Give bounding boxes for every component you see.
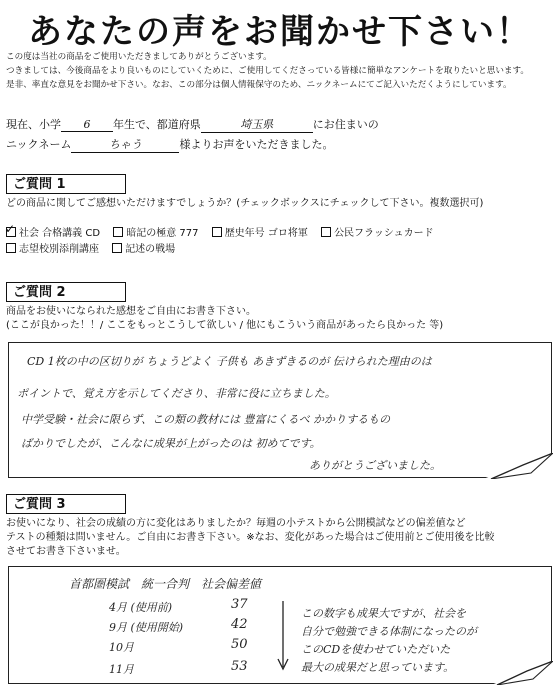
- q3-heading: ご質問 3: [6, 494, 126, 514]
- q3-prompt-3: させてお書き下さいませ。: [6, 546, 126, 557]
- checkbox-icon[interactable]: [112, 243, 122, 253]
- option-history-goro[interactable]: [212, 226, 308, 242]
- option-civics-flashcard[interactable]: [321, 226, 434, 242]
- profile-row-nickname: [6, 136, 333, 153]
- q2-answer-line: ポイントで、覚え方を示してくださり、非常に役に立ちました。: [17, 387, 336, 400]
- q3-prompt-1: お使いになり、社会の成績の方に変化はありましたか？毎週の小テストから公開模試などの偏差値など: [6, 518, 466, 529]
- profile-row-location: [6, 116, 379, 133]
- checkbox-checked-icon[interactable]: [6, 227, 16, 237]
- q3-comment-line: この数字も成果大ですが、社会を: [301, 607, 466, 620]
- nickname-label: ニックネーム: [6, 138, 72, 151]
- q3-comment-line: 最大の成果だと思っています。: [301, 661, 455, 674]
- option-school-course[interactable]: [6, 242, 99, 258]
- q3-row-month: 11月: [109, 663, 134, 676]
- option-social-cd[interactable]: [6, 226, 100, 242]
- checkbox-icon[interactable]: [6, 243, 16, 253]
- q3-row-score: 42: [231, 617, 248, 632]
- option-anki-777[interactable]: [113, 226, 198, 242]
- q2-prompt-1: 商品をお使いになられた感想をご自由にお書き下さい。: [6, 306, 256, 317]
- q2-answer-line: CD 1枚の中の区切りが ちょうどよく 子供も あきずきるのが 伝けられた理由のは: [27, 355, 432, 368]
- option-kijutsu[interactable]: [112, 242, 175, 258]
- q3-row-score: 50: [231, 637, 248, 652]
- option-label: 記述の戦場: [125, 244, 176, 255]
- q3-comment-line: 自分で勉強できる体制になったのが: [301, 625, 477, 638]
- profile-residence-suffix: にお住まいの: [312, 118, 379, 131]
- q1-heading: ご質問 1: [6, 174, 126, 194]
- q3-table-header: 首都圏模試 統一合判 社会偏差値: [69, 577, 262, 591]
- checkbox-icon[interactable]: [113, 227, 123, 237]
- option-label: 暗記の極意 777: [126, 228, 199, 239]
- q2-prompt-2: (ここが良かった！！/ ここをもっとこうして欲しい / 他にもこういう商品があったら良かった 等): [6, 320, 444, 331]
- checkbox-icon[interactable]: [321, 227, 331, 237]
- checkbox-icon[interactable]: [212, 227, 222, 237]
- option-label: 歴史年号 ゴロ将軍: [224, 228, 308, 239]
- option-label: 公民フラッシュカード: [334, 228, 434, 239]
- q1-prompt: どの商品に関してご感想いただけますでしょうか？(チェックボックスにチェックして下さい。複数選択可): [6, 198, 484, 209]
- q2-answer-line: ばかりでしたが、こんなに成果が上がったのは 初めてです。: [21, 437, 321, 450]
- page-title: あなたの声をお聞かせ下さい！: [28, 12, 532, 52]
- profile-grade-suffix: 年生で、都道府県: [113, 118, 201, 131]
- intro-line: つきましては、今後商品をより良いものにしていくために、ご使用してくださっている皆様に簡単なアンケートを取りたいと思います。: [6, 66, 530, 76]
- q3-prompt-2: テストの種類は問いません。ご自由にお書き下さい。※なお、変化があった場合はご使用前とご使用後を比較: [6, 532, 495, 543]
- profile-prefix: 現在、小学: [6, 118, 61, 131]
- q3-row-month: 4月 (使用前): [109, 601, 173, 614]
- q1-options-row: [6, 242, 444, 258]
- down-arrow-icon: [275, 599, 291, 675]
- prefecture-field[interactable]: 埼玉県: [201, 116, 313, 133]
- intro-text: [6, 50, 554, 92]
- q3-answer-box[interactable]: [8, 566, 552, 684]
- q3-row-score: 37: [231, 597, 248, 612]
- grade-field[interactable]: 6: [61, 118, 113, 132]
- page-curl-icon: [483, 453, 553, 479]
- q1-options-row: [6, 226, 444, 242]
- intro-line: 是非、率直な意見をお聞かせ下さい。なお、この部分は個人情報保守のため、ニックネームにてご記入いただくようにしています。: [6, 80, 512, 90]
- q3-row-month: 9月 (使用開始): [109, 621, 184, 634]
- q2-heading: ご質問 2: [6, 282, 126, 302]
- q3-row-month: 10月: [109, 641, 134, 654]
- intro-line: この度は当社の商品をご使用いただきましてありがとうございます。: [6, 52, 272, 62]
- q2-answer-line: ありがとうございました。: [309, 459, 441, 472]
- page-curl-icon: [491, 661, 553, 685]
- q1-options: [6, 226, 444, 258]
- nickname-field[interactable]: ちゃう: [71, 136, 179, 153]
- q3-comment-line: このCDを使わせていただいた: [301, 643, 451, 656]
- option-label: 志望校別添削講座: [19, 244, 99, 255]
- nickname-suffix: 様よりお声をいただきました。: [179, 138, 334, 151]
- option-label: 社会 合格講義 CD: [19, 228, 101, 239]
- q2-answer-line: 中学受験・社会に限らず、この類の教材には 豊富にくるべ かかりするもの: [21, 413, 391, 426]
- q3-row-score: 53: [231, 659, 248, 674]
- q2-answer-box[interactable]: [8, 342, 552, 478]
